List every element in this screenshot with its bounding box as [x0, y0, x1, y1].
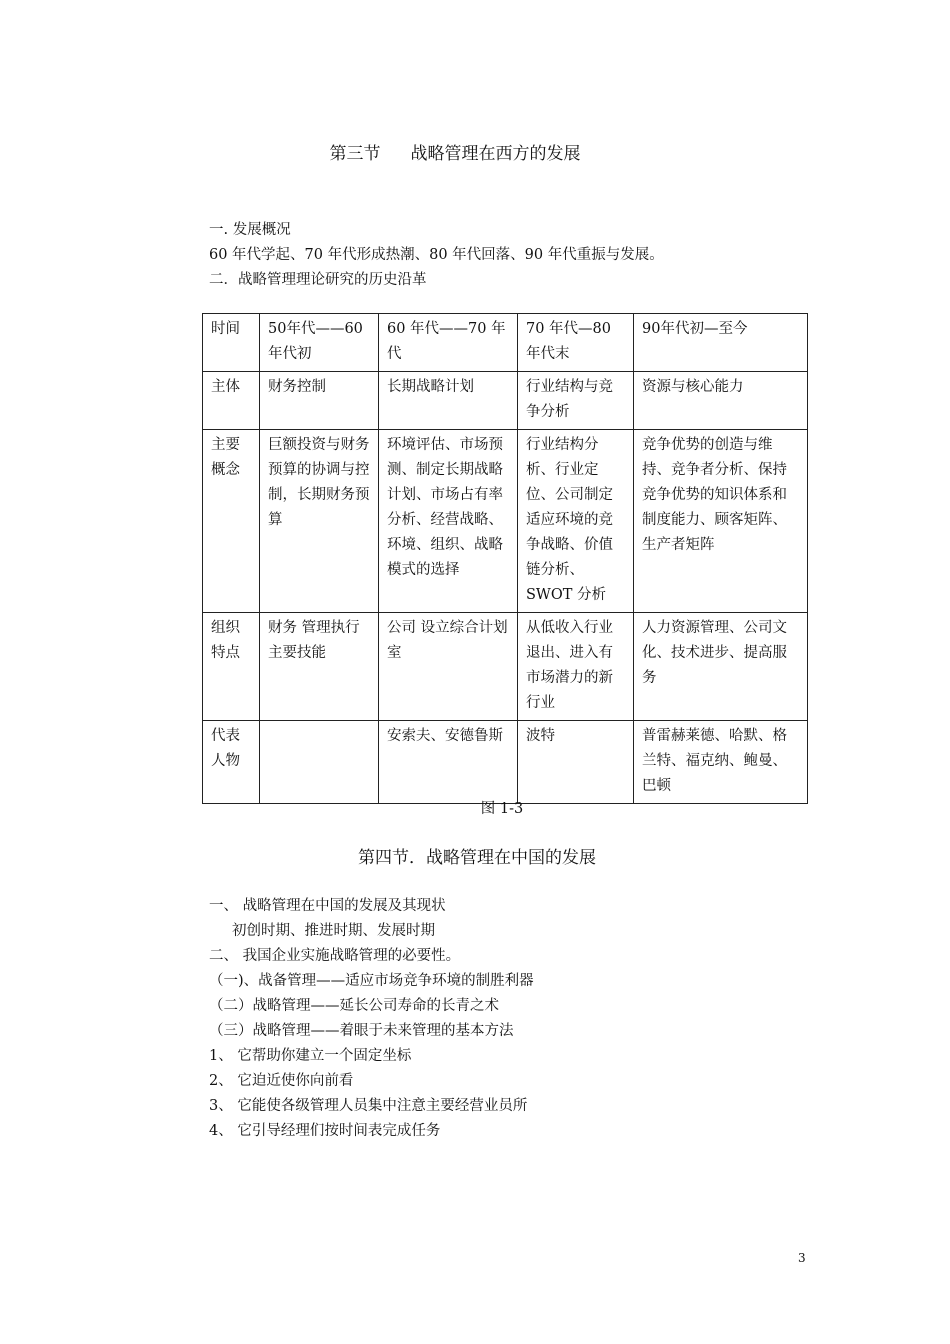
list-item: （一)、战备管理——适应市场竞争环境的制胜利器: [209, 973, 534, 989]
strategy-history-table: [202, 313, 808, 804]
table-cell: 人力资源管理、公司文化、技术进步、提高服务: [634, 613, 808, 721]
list-item: 初创时期、推进时期、发展时期: [232, 923, 435, 939]
table-cell: 长期战略计划: [379, 372, 518, 430]
table-cell: 行业结构分析、行业定位、公司制定适应环境的竞争战略、价值链分析、SWOT 分析: [518, 430, 634, 613]
table-cell: 环境评估、市场预测、制定长期战略计划、市场占有率分析、经营战略、环境、组织、战略模式的选择: [379, 430, 518, 613]
table-cell: 安索夫、安德鲁斯: [379, 721, 518, 804]
part-1-text: 60 年代学起、70 年代形成热潮、80 年代回落、90 年代重振与发展。: [209, 247, 664, 263]
table-row: [203, 372, 808, 430]
list-item: 二、 我国企业实施战略管理的必要性。: [209, 948, 461, 964]
table-cell: 竞争优势的创造与维持、竞争者分析、保持竞争优势的知识体系和制度能力、顾客矩阵、生产者矩阵: [634, 430, 808, 613]
table-cell: 公司 设立综合计划室: [379, 613, 518, 721]
table-cell: 70 年代—80 年代末: [518, 314, 634, 372]
table-cell: 财务控制: [260, 372, 379, 430]
table-cell: 90年代初—至今: [634, 314, 808, 372]
table-cell: 行业结构与竞争分析: [518, 372, 634, 430]
table-cell: 组织特点: [203, 613, 260, 721]
section-4-heading: 第四节．战略管理在中国的发展: [358, 848, 596, 868]
part-2-heading: 二．战略管理理论研究的历史沿革: [209, 272, 427, 288]
list-item: （三）战略管理——着眼于未来管理的基本方法: [209, 1023, 514, 1039]
table-row: [203, 613, 808, 721]
table-cell: 巨额投资与财务预算的协调与控制，长期财务预算: [260, 430, 379, 613]
list-item: （二）战略管理——延长公司寿命的长青之术: [209, 998, 499, 1014]
table-header-row: [203, 314, 808, 372]
table-cell: [260, 721, 379, 804]
list-item: 2、 它迫近使你向前看: [209, 1073, 354, 1089]
list-item: 3、 它能使各级管理人员集中注意主要经营业员所: [209, 1098, 528, 1114]
part-1-heading: 一. 发展概况: [209, 222, 291, 238]
table-cell: 主体: [203, 372, 260, 430]
table-cell: 波特: [518, 721, 634, 804]
table-cell: 从低收入行业退出、进入有市场潜力的新行业: [518, 613, 634, 721]
list-item: 一、 战略管理在中国的发展及其现状: [209, 898, 446, 914]
table-cell: 主要概念: [203, 430, 260, 613]
section-3-label: 第三节: [329, 144, 381, 164]
table-cell: 普雷赫莱德、哈默、格兰特、福克纳、鲍曼、巴顿: [634, 721, 808, 804]
table-cell: 资源与核心能力: [634, 372, 808, 430]
table-row: [203, 721, 808, 804]
section-3-heading: [0, 139, 910, 164]
table-cell: 50年代——60年代初: [260, 314, 379, 372]
list-item: 1、 它帮助你建立一个固定坐标: [209, 1048, 412, 1064]
table-row: [203, 430, 808, 613]
table-cell: 60 年代——70 年代: [379, 314, 518, 372]
table-cell: 财务 管理执行主要技能: [260, 613, 379, 721]
list-item: 4、 它引导经理们按时间表完成任务: [209, 1123, 441, 1139]
section-3-title: 战略管理在西方的发展: [410, 144, 581, 164]
figure-caption: 图 1-3: [480, 801, 524, 817]
table-cell: 代表人物: [203, 721, 260, 804]
table-cell: 时间: [203, 314, 260, 372]
page-number: 3: [798, 1251, 806, 1265]
